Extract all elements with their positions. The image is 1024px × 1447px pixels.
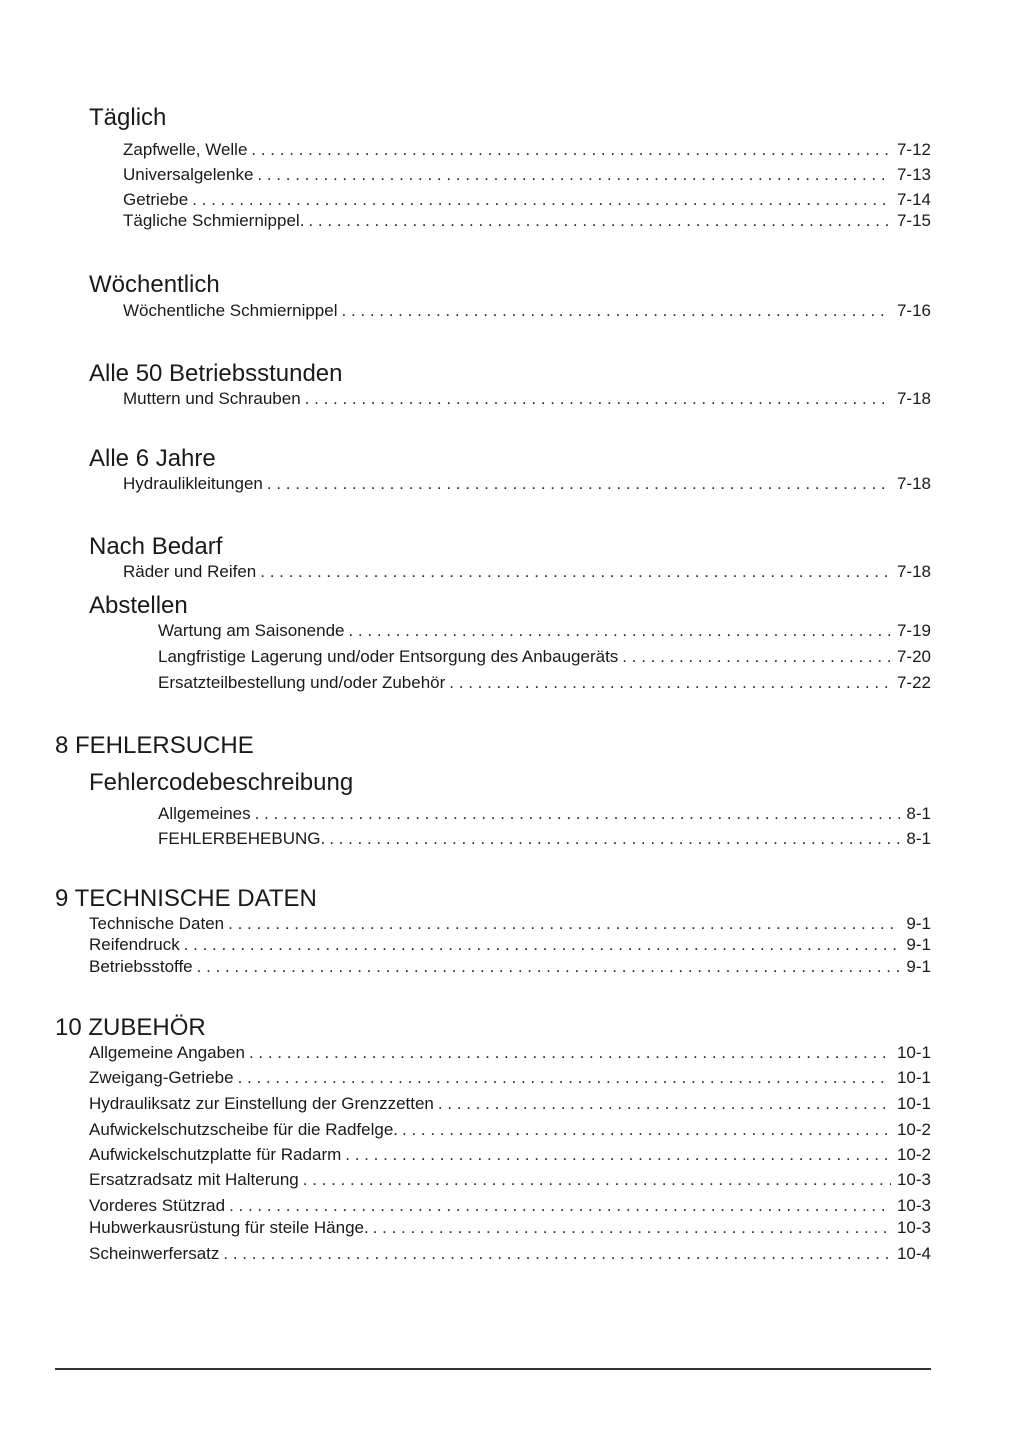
- dot-leader: [260, 562, 891, 582]
- toc-entry-page: 10-3: [896, 1196, 931, 1215]
- toc-entry[interactable]: [123, 190, 931, 210]
- toc-entry-label: Reifendruck: [89, 935, 180, 954]
- toc-entry-label: FEHLERBEHEBUNG.: [158, 829, 326, 848]
- toc-entry-label: Aufwickelschutzplatte für Radarm: [89, 1145, 342, 1164]
- toc-entry-page: 7-14: [896, 190, 931, 209]
- toc-entry[interactable]: [123, 474, 931, 494]
- toc-entry[interactable]: [123, 140, 931, 160]
- toc-entry-page: 8-1: [906, 804, 931, 823]
- section-title-taeglich: Täglich: [89, 104, 167, 131]
- chapter-title-10: 10 ZUBEHÖR: [55, 1014, 206, 1041]
- toc-entry-label: Betriebsstoffe: [89, 957, 193, 976]
- toc-entry[interactable]: [89, 1094, 931, 1114]
- dot-leader: [449, 673, 891, 693]
- toc-entry-label: Allgemeine Angaben: [89, 1043, 245, 1062]
- section-title-bedarf: Nach Bedarf: [89, 533, 223, 560]
- dot-leader: [345, 1145, 891, 1165]
- toc-entry-page: 10-1: [896, 1068, 931, 1087]
- toc-entry-label: Hubwerkausrüstung für steile Hänge.: [89, 1218, 369, 1237]
- toc-entry[interactable]: [158, 804, 931, 824]
- dot-leader: [308, 211, 891, 231]
- toc-entry-page: 7-18: [896, 389, 931, 408]
- dot-leader: [267, 474, 891, 494]
- toc-entry[interactable]: [89, 1170, 931, 1190]
- toc-entry-label: Wartung am Saisonende: [158, 621, 345, 640]
- toc-entry-label: Wöchentliche Schmiernippel: [123, 301, 338, 320]
- toc-entry[interactable]: [158, 621, 931, 641]
- toc-entry-page: 10-1: [896, 1043, 931, 1062]
- chapter-title-9: 9 TECHNISCHE DATEN: [55, 885, 317, 912]
- section-title-fehlercode: Fehlercodebeschreibung: [89, 769, 354, 796]
- toc-entry[interactable]: [158, 829, 931, 849]
- section-title-abstellen: Abstellen: [89, 592, 188, 619]
- toc-entry-label: Räder und Reifen: [123, 562, 257, 581]
- toc-entry-page: 10-3: [896, 1170, 931, 1189]
- dot-leader: [329, 829, 900, 849]
- dot-leader: [251, 140, 891, 160]
- toc-entry[interactable]: [89, 1244, 931, 1264]
- toc-entry-label: Scheinwerfersatz: [89, 1244, 220, 1263]
- toc-entry-label: Muttern und Schrauben: [123, 389, 301, 408]
- toc-entry-page: 7-16: [896, 301, 931, 320]
- section-title-alle50: Alle 50 Betriebsstunden: [89, 360, 343, 387]
- toc-entry-label: Ersatzradsatz mit Halterung: [89, 1170, 299, 1189]
- toc-entry-page: 10-2: [896, 1145, 931, 1164]
- dot-leader: [257, 165, 891, 185]
- dot-leader: [192, 190, 891, 210]
- dot-leader: [197, 957, 901, 977]
- dot-leader: [303, 1170, 891, 1190]
- toc-entry-page: 10-4: [896, 1244, 931, 1263]
- toc-entry-label: Hydrauliksatz zur Einstellung der Grenzzetten: [89, 1094, 434, 1113]
- toc-entry-label: Allgemeines: [158, 804, 251, 823]
- toc-entry-label: Zweigang-Getriebe: [89, 1068, 234, 1087]
- toc-entry[interactable]: [89, 935, 931, 955]
- toc-entry-page: 7-19: [896, 621, 931, 640]
- toc-entry[interactable]: [123, 211, 931, 231]
- dot-leader: [229, 1196, 891, 1216]
- dot-leader: [184, 935, 901, 955]
- toc-entry-label: Tägliche Schmiernippel.: [123, 211, 305, 230]
- toc-entry-page: 10-3: [896, 1218, 931, 1237]
- toc-entry-page: 7-18: [896, 474, 931, 493]
- toc-entry[interactable]: [89, 1196, 931, 1216]
- dot-leader: [238, 1068, 891, 1088]
- toc-entry-page: 8-1: [906, 829, 931, 848]
- toc-entry[interactable]: [89, 1145, 931, 1165]
- dot-leader: [373, 1218, 891, 1238]
- toc-entry-page: 7-20: [896, 647, 931, 666]
- dot-leader: [228, 914, 900, 934]
- toc-entry-label: Universalgelenke: [123, 165, 254, 184]
- dot-leader: [622, 647, 891, 667]
- dot-leader: [223, 1244, 891, 1264]
- toc-entry-page: 7-15: [896, 211, 931, 230]
- toc-entry[interactable]: [89, 1043, 931, 1063]
- toc-entry[interactable]: [123, 301, 931, 321]
- toc-entry-label: Zapfwelle, Welle: [123, 140, 248, 159]
- toc-entry-page: 10-2: [896, 1120, 931, 1139]
- toc-entry-label: Hydraulikleitungen: [123, 474, 263, 493]
- dot-leader: [348, 621, 890, 641]
- chapter-title-8: 8 FEHLERSUCHE: [55, 732, 254, 759]
- toc-entry[interactable]: [89, 957, 931, 977]
- toc-entry-label: Vorderes Stützrad: [89, 1196, 226, 1215]
- toc-entry-page: 7-12: [896, 140, 931, 159]
- toc-entry[interactable]: [89, 1068, 931, 1088]
- section-title-woechentlich: Wöchentlich: [89, 271, 220, 298]
- toc-entry[interactable]: [158, 673, 931, 693]
- dot-leader: [342, 301, 891, 321]
- toc-entry-page: 9-1: [906, 914, 931, 933]
- toc-entry[interactable]: [123, 562, 931, 582]
- toc-entry[interactable]: [89, 1218, 931, 1238]
- toc-entry-label: Getriebe: [123, 190, 189, 209]
- dot-leader: [249, 1043, 891, 1063]
- toc-entry-page: 9-1: [906, 935, 931, 954]
- toc-entry[interactable]: [89, 914, 931, 934]
- toc-entry-page: 7-22: [896, 673, 931, 692]
- dot-leader: [305, 389, 891, 409]
- toc-entry-page: 7-18: [896, 562, 931, 581]
- toc-entry-page: 10-1: [896, 1094, 931, 1113]
- footer-rule: [55, 1368, 931, 1370]
- toc-entry[interactable]: [89, 1120, 931, 1140]
- toc-entry-page: 7-13: [896, 165, 931, 184]
- toc-entry-label: Ersatzteilbestellung und/oder Zubehör: [158, 673, 446, 692]
- dot-leader: [402, 1120, 891, 1140]
- toc-entry-label: Aufwickelschutzscheibe für die Radfelge.: [89, 1120, 398, 1139]
- toc-entry[interactable]: [123, 165, 931, 185]
- toc-entry[interactable]: [158, 647, 931, 667]
- toc-entry-label: Langfristige Lagerung und/oder Entsorgung des Anbaugeräts: [158, 647, 619, 666]
- dot-leader: [438, 1094, 891, 1114]
- toc-entry-page: 9-1: [906, 957, 931, 976]
- dot-leader: [255, 804, 901, 824]
- toc-entry-label: Technische Daten: [89, 914, 225, 933]
- toc-entry[interactable]: [123, 389, 931, 409]
- section-title-alle6: Alle 6 Jahre: [89, 445, 216, 472]
